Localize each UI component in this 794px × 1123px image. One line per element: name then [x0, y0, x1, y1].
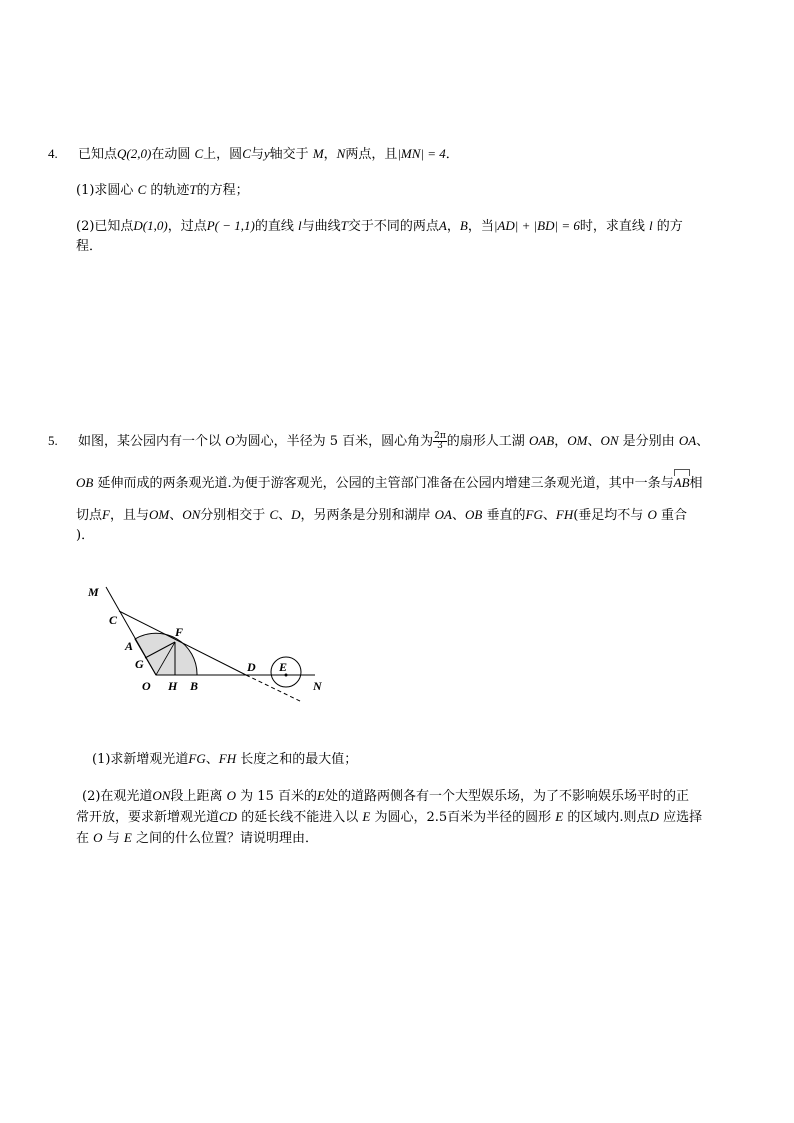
figure-label-o: O — [142, 679, 151, 693]
q4-number: 4. — [48, 146, 58, 161]
q5-var-oa: OA — [678, 433, 697, 448]
figure-label-e: E — [279, 660, 288, 674]
q5-p2-text: 与 — [106, 831, 120, 846]
q5-text: 为圆心，半径为 5 百米，圆心角为 — [234, 434, 434, 449]
q5-var-ob: OB — [76, 475, 94, 490]
q5-text: 垂直的 — [486, 508, 526, 523]
q5-var-oa: OA — [434, 507, 453, 522]
q4-p2-point-p: P( − 1,1) — [206, 218, 255, 233]
q4-p2-var-l: l — [298, 218, 302, 233]
q5-var-d: D — [291, 507, 301, 522]
q5-text: ， — [554, 434, 568, 449]
q5-part2-line3 — [76, 829, 318, 848]
q5-part2-line1 — [82, 787, 689, 806]
q5-p1-text: (1)求新增观光道 — [92, 752, 189, 767]
q4-p1-var-c: C — [137, 182, 147, 197]
q5-figure — [80, 578, 330, 708]
q5-p1-text: 长度之和的最大值； — [240, 752, 358, 767]
q4-part2-line2 — [76, 238, 102, 256]
q4-mn-eq: |MN| = 4 — [397, 146, 446, 161]
q5-text: ，且与 — [109, 508, 149, 523]
q5-number: 5. — [48, 433, 58, 448]
q5-var-oab: OAB — [528, 433, 555, 448]
q4-p2-text: ，过点 — [167, 219, 207, 234]
q4-text: 上，圆 — [203, 147, 243, 162]
q5-text: 、 — [696, 434, 710, 449]
q5-p2-text: 的延长线不能进入以 — [241, 810, 359, 825]
figure-label-n: N — [313, 679, 322, 693]
q4-p2-var-l: l — [649, 218, 653, 233]
q4-p2-var-t: T — [340, 218, 348, 233]
q5-text: 延伸而成的两条观光道.为便于游客观光，公园的主管部门准备在公园内增建三条观光道，其中一条与 — [97, 476, 674, 491]
q4-text: 轴交于 — [269, 147, 309, 162]
figure-label-b: B — [190, 679, 199, 693]
q5-var-fh: FH — [555, 507, 574, 522]
q4-p2-var-b: B — [459, 218, 468, 233]
q4-line1 — [48, 145, 459, 164]
q5-part2-line2 — [76, 808, 702, 827]
q5-var-f: F — [102, 507, 110, 522]
q5-p2-var-on: ON — [152, 788, 171, 803]
q5-text: 、 — [542, 508, 556, 523]
q4-p2-text: 的直线 — [254, 219, 294, 234]
fraction-denominator: 3 — [437, 441, 443, 451]
q5-text: 的扇形人工湖 — [446, 434, 525, 449]
q4-var-n: N — [336, 146, 346, 161]
q5-line3 — [76, 506, 687, 525]
q5-var-o: O — [647, 507, 657, 522]
q5-p1-var-fg: FG — [188, 751, 206, 766]
q4-var-c: C — [242, 146, 251, 161]
q4-p2-text: 时，求直线 — [579, 219, 645, 234]
q5-text: 、 — [278, 508, 292, 523]
q4-p2-text: 程． — [76, 239, 103, 254]
q4-p2-text: (2)已知点 — [76, 219, 134, 234]
q5-line2 — [76, 474, 703, 493]
q4-p1-var-t: T — [189, 182, 197, 197]
figure-label-f: F — [175, 625, 184, 639]
q5-var-on: ON — [182, 507, 201, 522]
q5-p2-text: 在 — [76, 831, 90, 846]
q5-p2-text: 为圆心，2.5百米为半径的圆形 — [374, 810, 552, 825]
q5-p1-var-fh: FH — [218, 751, 237, 766]
q4-text: 已知点 — [78, 147, 118, 162]
figure-label-h: H — [168, 679, 178, 693]
figure-line-cd-extension — [246, 675, 302, 702]
q5-p1-text: 、 — [205, 752, 219, 767]
q4-p2-condition: |AD| + |BD| = 6 — [493, 218, 580, 233]
q5-var-fg: FG — [525, 507, 543, 522]
q4-p1-text: (1)求圆心 — [76, 183, 134, 198]
q5-p2-text: (2)在观光道 — [82, 789, 153, 804]
q5-text: 切点 — [76, 508, 103, 523]
q4-text: ． — [445, 147, 459, 162]
q4-p1-text: 的轨迹 — [150, 183, 190, 198]
q5-p2-var-e: E — [362, 809, 371, 824]
q5-arc-ab: AB — [673, 475, 690, 490]
q5-var-om: OM — [148, 507, 170, 522]
figure-label-g: G — [135, 657, 144, 671]
q4-p2-var-a: A — [438, 218, 447, 233]
figure-label-m: M — [88, 585, 99, 599]
q5-text: 、 — [452, 508, 466, 523]
q5-text: 、 — [587, 434, 601, 449]
q4-p1-text: 的方程； — [196, 183, 249, 198]
q5-p2-var-e: E — [123, 830, 132, 845]
q5-text: )． — [76, 528, 95, 543]
q5-p2-text: 段上距离 — [170, 789, 223, 804]
q4-p2-point-d: D(1,0) — [133, 218, 168, 233]
q4-text: 与 — [250, 147, 264, 162]
q5-var-on: ON — [600, 433, 619, 448]
q4-var-c: C — [194, 146, 204, 161]
q5-p2-var-o: O — [226, 788, 237, 803]
q5-text: 重合 — [660, 508, 687, 523]
q5-p2-var-cd: CD — [219, 809, 238, 824]
q5-p2-text: 为 15 百米的 — [240, 789, 317, 804]
q5-p2-text: 的区域内.则点 — [567, 810, 650, 825]
q4-text: 两点，且 — [345, 147, 398, 162]
figure-label-c: C — [109, 613, 118, 627]
q5-text: 分别相交于 — [200, 508, 266, 523]
q4-point-q: Q(2,0) — [117, 146, 152, 161]
q4-text: 在动圆 — [151, 147, 191, 162]
q5-var-ob: OB — [465, 507, 483, 522]
q5-var-c: C — [269, 507, 279, 522]
q4-part2 — [76, 217, 683, 236]
q5-text: 是分别由 — [622, 434, 675, 449]
fraction-numerator: 2π — [434, 431, 446, 441]
figure-label-a: A — [125, 639, 134, 653]
q5-p2-var-d: D — [649, 809, 659, 824]
q5-angle-fraction — [433, 432, 447, 451]
q5-text: ，另两条是分别和湖岸 — [300, 508, 431, 523]
q4-text: ， — [323, 147, 337, 162]
q4-p2-text: ，当 — [467, 219, 494, 234]
q4-p2-text: 与曲线 — [301, 219, 341, 234]
q5-line1 — [48, 430, 709, 453]
figure-line-om — [106, 587, 156, 675]
figure-label-d: D — [247, 660, 256, 674]
q5-line4 — [76, 527, 94, 545]
q5-p2-var-e: E — [316, 788, 325, 803]
q5-text: 相 — [689, 476, 703, 491]
q4-part1 — [76, 181, 249, 200]
q4-var-m: M — [312, 146, 324, 161]
q5-p2-text: 之间的什么位置？请说明理由． — [135, 831, 318, 846]
q5-var-om: OM — [567, 433, 588, 448]
q5-part1 — [92, 750, 357, 769]
q5-text: 如图，某公园内有一个以 — [78, 434, 222, 449]
q4-p2-text: ， — [446, 219, 460, 234]
q5-p2-var-e: E — [555, 809, 564, 824]
q5-p2-var-o: O — [93, 830, 103, 845]
q4-var-y: y — [263, 146, 270, 161]
q5-p2-text: 应选择 — [663, 810, 703, 825]
q5-text: 、 — [169, 508, 183, 523]
q4-p2-text: 交于不同的两点 — [347, 219, 439, 234]
q4-p2-text: 的方 — [656, 219, 683, 234]
q5-var-o: O — [225, 433, 235, 448]
q5-p2-text: 处的道路两侧各有一个大型娱乐场，为了不影响娱乐场平时的正 — [324, 789, 689, 804]
q5-text: (垂足均不与 — [573, 508, 644, 523]
q5-p2-text: 常开放，要求新增观光道 — [76, 810, 220, 825]
